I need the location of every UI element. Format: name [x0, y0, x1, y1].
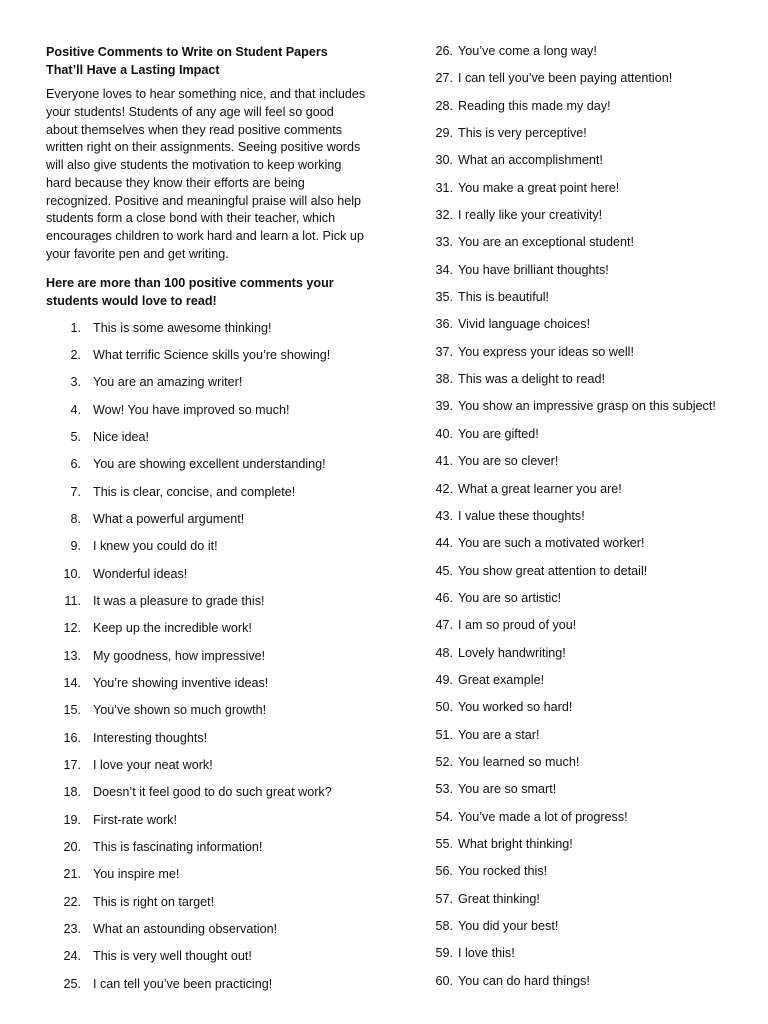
- list-item-text: Reading this made my day!: [458, 98, 611, 113]
- list-item-text: You inspire me!: [93, 867, 180, 882]
- list-item: [430, 780, 760, 807]
- list-item: [46, 565, 368, 592]
- list-item: [430, 206, 760, 233]
- list-item: [430, 42, 760, 69]
- list-item-text: Interesting thoughts!: [93, 730, 208, 745]
- list-item-text: I am so proud of you!: [458, 618, 577, 633]
- list-item-text: You can do hard things!: [458, 973, 590, 988]
- list-item-number: 37.: [435, 344, 453, 359]
- list-item-number: 28.: [435, 98, 453, 113]
- list-item: [430, 179, 760, 206]
- list-item-text: I can tell you’ve been practicing!: [93, 976, 273, 991]
- list-item-text: What bright thinking!: [458, 836, 573, 851]
- list-item-text: You are gifted!: [458, 426, 539, 441]
- list-item-text: This is fascinating information!: [93, 840, 263, 855]
- list-item-number: 13.: [63, 648, 81, 663]
- list-item-text: You’ve come a long way!: [458, 44, 597, 58]
- list-item: [430, 261, 760, 288]
- list-item: [46, 975, 368, 1002]
- list-item-text: My goodness, how impressive!: [93, 648, 266, 663]
- list-item-text: You are so artistic!: [458, 590, 562, 605]
- list-item: [430, 808, 760, 835]
- list-item-number: 31.: [435, 180, 453, 195]
- list-item-number: 5.: [70, 429, 81, 444]
- list-item: [46, 455, 368, 482]
- list-item: [46, 920, 368, 947]
- list-item-text: Great example!: [458, 672, 545, 687]
- list-item: [46, 838, 368, 865]
- list-item-text: You are an exceptional student!: [458, 235, 634, 250]
- list-item: [430, 726, 760, 753]
- list-item-text: You are showing excellent understanding!: [93, 457, 326, 472]
- list-item-text: This is very perceptive!: [458, 126, 587, 141]
- list-item: [46, 373, 368, 400]
- list-item-number: 55.: [435, 836, 453, 851]
- list-item-text: You are so smart!: [458, 782, 557, 797]
- list-item: [46, 729, 368, 756]
- list-item: [430, 534, 760, 561]
- list-item-text: This is right on target!: [93, 894, 215, 909]
- list-item-text: What terrific Science skills you’re showing!: [93, 347, 331, 362]
- list-item-text: This is clear, concise, and complete!: [93, 484, 296, 499]
- list-item-text: I value these thoughts!: [458, 508, 585, 523]
- list-item-text: You show great attention to detail!: [458, 563, 648, 578]
- list-item: [430, 862, 760, 889]
- list-item-text: I can tell you’ve been paying attention!: [458, 71, 673, 86]
- list-item-text: Vivid language choices!: [458, 317, 591, 332]
- list-item-number: 29.: [435, 126, 453, 141]
- list-item-number: 34.: [435, 262, 453, 277]
- list-item-text: I love this!: [458, 946, 515, 961]
- list-item-number: 47.: [435, 618, 453, 633]
- list-item: [46, 619, 368, 646]
- list-item-number: 16.: [63, 730, 81, 745]
- list-item-number: 40.: [435, 426, 453, 441]
- list-item: [430, 616, 760, 643]
- list-item-text: It was a pleasure to grade this!: [93, 593, 265, 608]
- list-item-number: 12.: [63, 621, 81, 636]
- list-item-number: 3.: [70, 375, 81, 390]
- list-item: [430, 589, 760, 616]
- list-item-number: 32.: [435, 208, 453, 223]
- list-item-number: 26.: [435, 44, 453, 58]
- list-item: [430, 288, 760, 315]
- list-item-number: 33.: [435, 235, 453, 250]
- list-item: [430, 698, 760, 725]
- list-item-number: 51.: [435, 727, 453, 742]
- list-item-number: 35.: [435, 290, 453, 305]
- list-item-text: You worked so hard!: [458, 700, 573, 715]
- list-item: [430, 370, 760, 397]
- list-item-number: 58.: [435, 919, 453, 933]
- intro-paragraph: Everyone loves to hear something nice, and that includes your students! Students of any age will feel so good about themselves when they read positive comments written right on their assignments. Seeing positive words will also give students the motivation to keep working hard because they know their efforts are being recognized. Positive and meaningful praise will also help students form a close bond with their teacher, which encourages children to work hard and learn a lot. Pick up your favorite pen and get writing.: [46, 87, 366, 261]
- list-item-text: This was a delight to read!: [458, 372, 606, 387]
- list-item: [46, 865, 368, 892]
- list-item-number: 44.: [435, 536, 453, 551]
- list-item: [46, 674, 368, 701]
- list-item-number: 10.: [63, 566, 81, 581]
- list-item-number: 59.: [435, 946, 453, 961]
- document-title: Positive Comments to Write on Student Papers That’ll Have a Lasting Impact: [46, 45, 328, 77]
- list-item: [46, 893, 368, 920]
- list-item: [46, 346, 368, 373]
- list-item-text: You show an impressive grasp on this subject!: [458, 399, 716, 414]
- left-column: [46, 43, 368, 1002]
- list-item-number: 21.: [63, 867, 81, 882]
- list-item-number: 2.: [70, 347, 81, 362]
- list-item-text: What a great learner you are!: [458, 481, 622, 496]
- list-item: [430, 944, 760, 971]
- list-item-text: You are so clever!: [458, 454, 559, 469]
- list-item-text: What a powerful argument!: [93, 511, 245, 526]
- list-item-text: This is some awesome thinking!: [93, 320, 272, 335]
- list-item-number: 25.: [63, 976, 81, 991]
- list-item-number: 54.: [435, 809, 453, 824]
- list-item-number: 19.: [63, 812, 81, 827]
- list-item: [46, 428, 368, 455]
- list-item-number: 45.: [435, 563, 453, 578]
- list-item-number: 53.: [435, 782, 453, 797]
- list-item-text: You did your best!: [458, 919, 559, 933]
- list-item-number: 52.: [435, 754, 453, 769]
- list-item: [430, 671, 760, 698]
- list-item: [46, 537, 368, 564]
- list-item: [46, 811, 368, 838]
- list-item-number: 6.: [70, 457, 81, 472]
- list-item-text: You are such a motivated worker!: [458, 536, 645, 551]
- list-item: [430, 562, 760, 589]
- list-item: [46, 592, 368, 619]
- list-item-text: Doesn’t it feel good to do such great work?: [93, 785, 332, 800]
- list-item-text: First-rate work!: [93, 812, 177, 827]
- list-item: [430, 425, 760, 452]
- list-item-number: 1.: [70, 320, 81, 335]
- list-item: [430, 397, 760, 424]
- list-item-text: You are a star!: [458, 727, 540, 742]
- list-item-number: 30.: [435, 153, 453, 168]
- list-item-text: You’ve shown so much growth!: [93, 703, 267, 718]
- list-item-text: You have brilliant thoughts!: [458, 262, 609, 277]
- comment-list-left: [46, 319, 368, 1003]
- list-item: [430, 343, 760, 370]
- list-item-text: You learned so much!: [458, 754, 580, 769]
- list-item-number: 4.: [70, 402, 81, 417]
- list-item-number: 39.: [435, 399, 453, 414]
- list-item-number: 60.: [435, 973, 453, 988]
- list-item: [430, 480, 760, 507]
- list-item-number: 22.: [63, 894, 81, 909]
- list-item-number: 56.: [435, 864, 453, 879]
- list-item-text: I really like your creativity!: [458, 208, 603, 223]
- list-item-number: 8.: [70, 511, 81, 526]
- list-item-number: 57.: [435, 891, 453, 906]
- list-item-number: 17.: [63, 758, 81, 772]
- list-item-number: 14.: [63, 675, 81, 690]
- list-item-number: 23.: [63, 922, 81, 937]
- list-item: [46, 783, 368, 810]
- list-item-text: Wow! You have improved so much!: [93, 402, 290, 417]
- list-item: [430, 233, 760, 260]
- list-item-number: 11.: [64, 593, 81, 608]
- list-item-number: 46.: [435, 590, 453, 605]
- list-item-number: 43.: [435, 508, 453, 523]
- list-item-text: Wonderful ideas!: [93, 566, 188, 581]
- list-item: [430, 835, 760, 862]
- list-item-text: What an accomplishment!: [458, 153, 603, 168]
- list-item-text: Lovely handwriting!: [458, 645, 566, 660]
- list-item-number: 36.: [435, 317, 453, 332]
- list-item: [46, 647, 368, 674]
- list-item-text: You are an amazing writer!: [93, 375, 243, 390]
- list-subheading: Here are more than 100 positive comments your students would love to read!: [46, 275, 334, 308]
- list-item-number: 7.: [70, 484, 81, 499]
- list-item-text: You express your ideas so well!: [458, 344, 634, 359]
- list-item: [46, 701, 368, 728]
- list-item-text: Nice idea!: [93, 429, 150, 444]
- list-item: [430, 151, 760, 178]
- list-item: [430, 972, 760, 999]
- list-item-text: You’ve made a lot of progress!: [458, 809, 628, 824]
- list-item-number: 38.: [435, 372, 453, 387]
- list-item-text: Keep up the incredible work!: [93, 621, 252, 636]
- list-item-number: 15.: [63, 703, 81, 718]
- list-item-number: 41.: [435, 454, 453, 469]
- list-item-number: 50.: [435, 700, 453, 715]
- list-item: [430, 69, 760, 96]
- list-item: [430, 644, 760, 671]
- list-item: [430, 753, 760, 780]
- list-item-text: What an astounding observation!: [93, 922, 278, 937]
- list-item: [46, 401, 368, 428]
- list-item: [46, 319, 368, 346]
- list-item-text: You make a great point here!: [458, 180, 620, 195]
- list-item: [46, 483, 368, 510]
- list-item: [430, 124, 760, 151]
- list-item-number: 24.: [63, 949, 81, 964]
- list-item: [430, 507, 760, 534]
- list-item: [430, 917, 760, 944]
- comment-list-right: [430, 42, 760, 999]
- list-item-text: I knew you could do it!: [93, 539, 218, 554]
- list-item-text: You’re showing inventive ideas!: [93, 675, 269, 690]
- list-item-number: 42.: [435, 481, 453, 496]
- list-item: [430, 890, 760, 917]
- list-item: [46, 756, 368, 783]
- list-item-number: 9.: [70, 539, 81, 554]
- list-item-number: 18.: [63, 785, 81, 800]
- list-item-number: 49.: [435, 672, 453, 687]
- list-item: [46, 510, 368, 537]
- list-item: [430, 315, 760, 342]
- list-item-text: This is beautiful!: [458, 290, 549, 305]
- list-item: [46, 947, 368, 974]
- list-item-text: Great thinking!: [458, 891, 540, 906]
- list-item-number: 27.: [435, 71, 453, 86]
- list-item-number: 20.: [63, 840, 81, 855]
- list-item-text: I love your neat work!: [93, 758, 213, 772]
- list-item: [430, 452, 760, 479]
- list-item-text: This is very well thought out!: [93, 949, 252, 964]
- list-item-text: You rocked this!: [458, 864, 548, 879]
- list-item-number: 48.: [435, 645, 453, 660]
- right-column: [430, 42, 760, 999]
- list-item: [430, 97, 760, 124]
